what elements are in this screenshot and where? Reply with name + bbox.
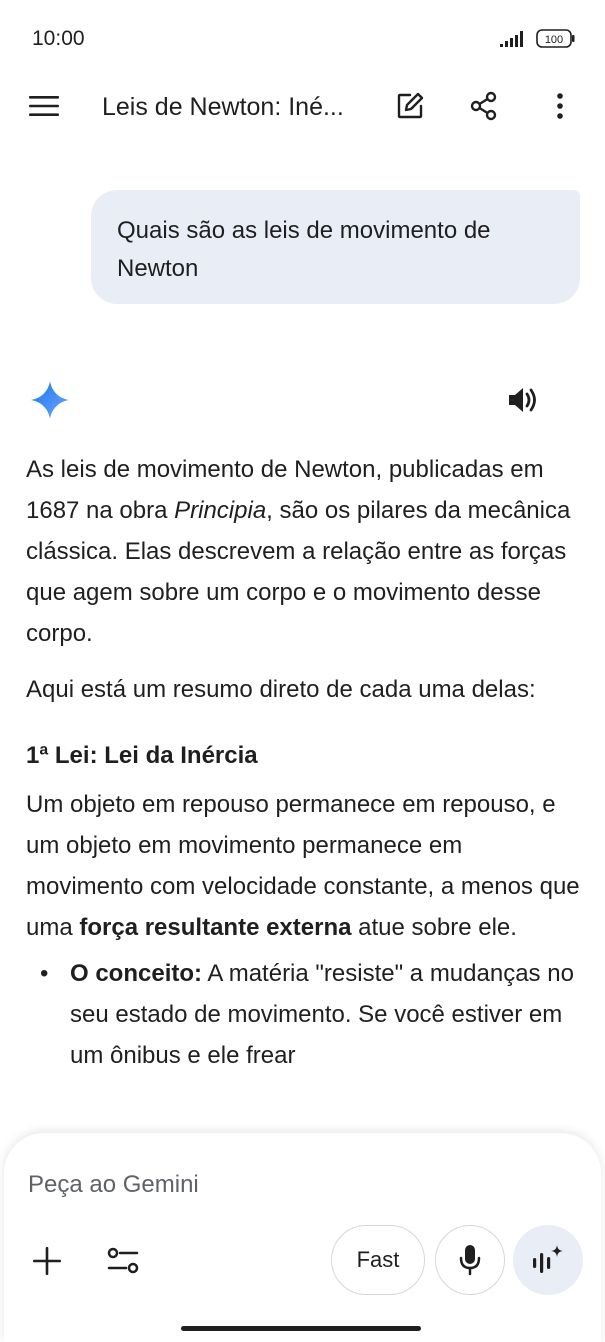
prompt-input[interactable] <box>28 1167 548 1203</box>
share-icon <box>470 91 498 121</box>
share-button[interactable] <box>460 82 508 130</box>
list-item <box>26 953 586 1076</box>
user-message-bubble: Quais são as leis de movimento de Newton <box>91 190 580 304</box>
signal-icon <box>500 31 528 47</box>
microphone-button[interactable] <box>435 1225 505 1295</box>
law1-heading: 1ª Lei: Lei da Inércia <box>26 742 258 769</box>
model-response <box>26 449 586 1076</box>
law1-paragraph <box>26 784 586 948</box>
response-summary: Aqui está um resumo direto de cada uma delas: <box>26 676 536 703</box>
model-mode-button[interactable]: Fast <box>331 1225 425 1295</box>
law1-text-end: atue sobre ele. <box>351 914 517 941</box>
law1-bullet-list <box>26 953 586 1076</box>
live-voice-button[interactable] <box>513 1225 583 1295</box>
battery-icon <box>536 29 576 48</box>
bullet-dot-icon: • <box>40 960 49 987</box>
more-vert-icon <box>556 93 564 119</box>
edit-icon <box>396 92 424 120</box>
status-time: 10:00 <box>32 27 85 50</box>
bullet-text: A matéria "resiste" a mudanças no seu estado de movimento. Se você estiver em um ônibus e ele frear <box>70 960 574 1069</box>
tools-button[interactable] <box>98 1236 148 1286</box>
law1-bold-term: força resultante externa <box>79 914 352 941</box>
home-indicator[interactable] <box>181 1326 421 1331</box>
microphone-icon <box>459 1244 481 1276</box>
hamburger-menu-icon <box>29 95 59 117</box>
volume-icon <box>507 386 539 414</box>
read-aloud-button[interactable] <box>500 377 546 423</box>
new-chat-button[interactable] <box>386 82 434 130</box>
more-options-button[interactable] <box>536 82 584 130</box>
prompt-composer <box>4 1133 601 1342</box>
add-attachment-button[interactable] <box>22 1236 72 1286</box>
app-bar <box>0 78 605 136</box>
live-sparkle-icon <box>531 1244 565 1276</box>
intro-book-title: Principia <box>174 497 267 524</box>
menu-button[interactable] <box>20 82 68 130</box>
bullet-label: O conceito: <box>70 960 203 987</box>
law1-text-start: Um objeto em repouso permanece em repouso, e um objeto em movimento permanece em movimento com velocidade constante, a menos que uma <box>26 791 580 941</box>
tools-icon <box>107 1246 139 1276</box>
status-bar <box>0 0 605 78</box>
response-intro <box>26 449 586 654</box>
intro-text-end: , são os pilares da mecânica clássica. Elas descrevem a relação entre as forças que agem sobre um corpo e o movimento desse corpo. <box>26 497 571 647</box>
gemini-sparkle-icon <box>31 381 69 419</box>
battery-level: 100 <box>544 34 564 46</box>
plus-icon <box>32 1246 62 1276</box>
intro-text-start: As leis de movimento de Newton, publicadas em 1687 na obra <box>26 456 544 524</box>
chat-title[interactable]: Leis de Newton: Iné... <box>102 93 344 121</box>
